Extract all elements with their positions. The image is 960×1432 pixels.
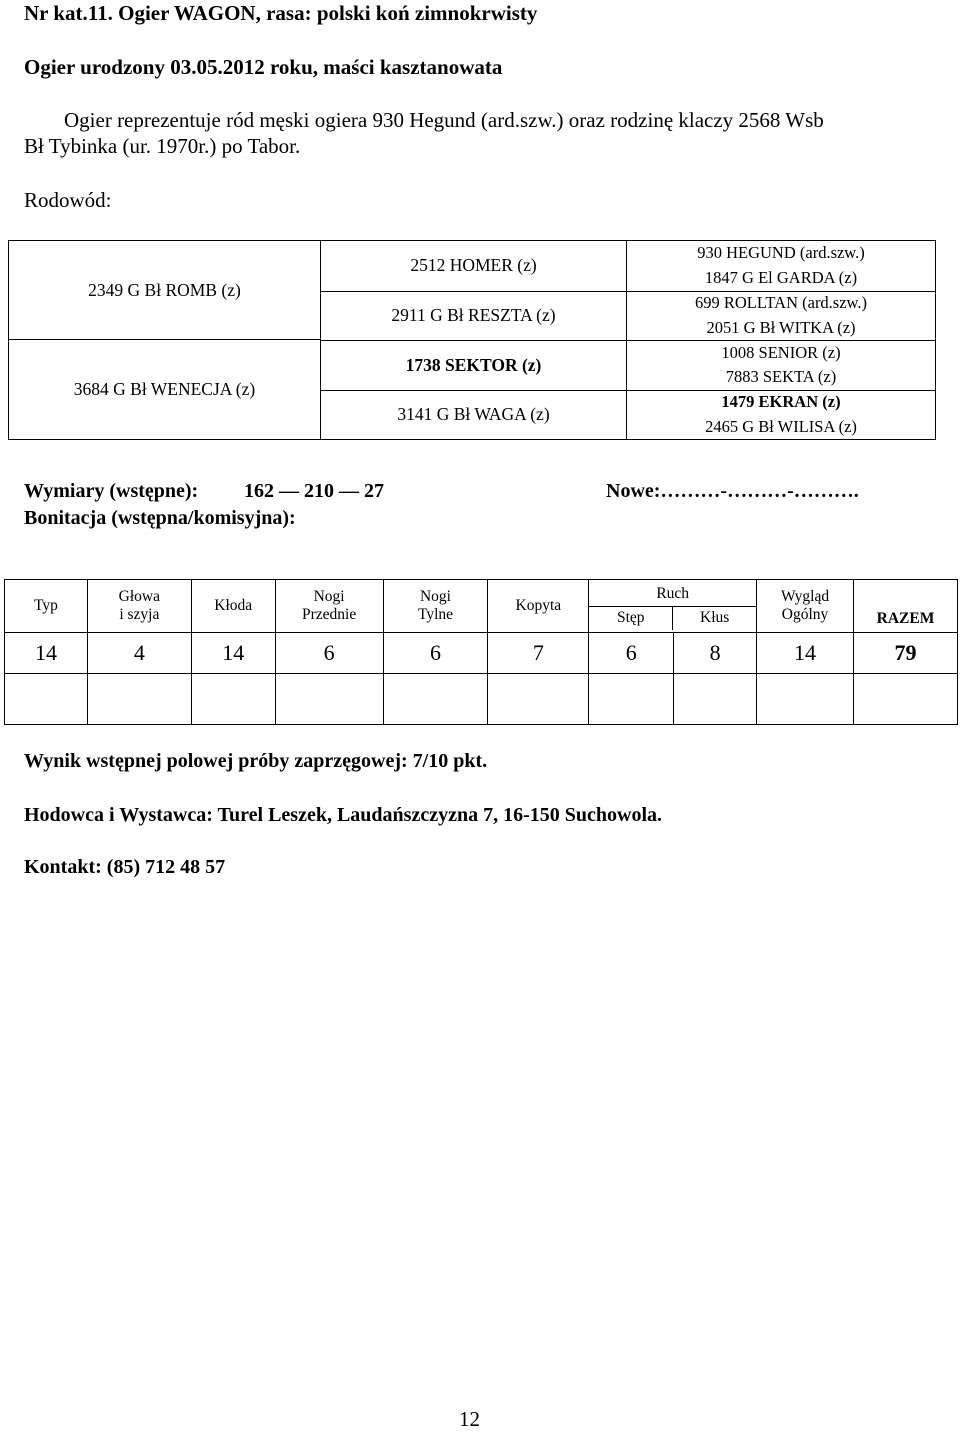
empty-cell: [275, 674, 383, 725]
empty-cell: [488, 674, 589, 725]
page-number: 12: [459, 1407, 480, 1431]
pedigree-grandparent: 3141 G Bł WAGA (z): [321, 390, 626, 440]
pedigree-great-grandparent: 699 ROLLTAN (ard.szw.): [627, 291, 935, 316]
score-cell: 14: [5, 633, 88, 674]
pedigree-label: Rodowód:: [24, 188, 112, 212]
pedigree-parents: [9, 241, 321, 439]
breeder-line: Hodowca i Wystawca: Turel Leszek, Laudańszczyzna 7, 16-150 Suchowola.: [24, 804, 662, 826]
birth-info: Ogier urodzony 03.05.2012 roku, maści kasztanowata: [24, 55, 503, 79]
header-nogi-przednie: Nogi Przednie: [275, 580, 383, 633]
catalog-title: Nr kat.11. Ogier WAGON, rasa: polski koń zimnokrwisty: [24, 1, 538, 25]
pedigree-great-grandparent: 2051 G Bł WITKA (z): [706, 317, 856, 337]
header-ruch: Ruch Stęp Kłus: [589, 580, 757, 633]
lineage-line-2: Bł Tybinka (ur. 1970r.) po Tabor.: [24, 134, 301, 158]
empty-cell: [854, 674, 958, 725]
empty-cell: [674, 674, 757, 725]
pedigree-grandparent: 2512 HOMER (z): [410, 255, 537, 276]
pedigree-great-grandparent: 930 HEGUND (ard.szw.): [697, 243, 865, 263]
score-cell: 14: [757, 633, 854, 674]
bonitacja-label: Bonitacja (wstępna/komisyjna):: [24, 507, 296, 529]
score-table: [4, 579, 958, 725]
empty-cell: [589, 674, 674, 725]
empty-cell: [383, 674, 488, 725]
pedigree-great-grandparent: 2465 G Bł WILISA (z): [705, 416, 857, 436]
header-glowa: Głowa i szyja: [87, 580, 191, 633]
score-cell: 7: [488, 633, 589, 674]
score-header-row: [5, 580, 958, 633]
pedigree-great-grandparent: 1008 SENIOR (z): [627, 340, 935, 365]
empty-cell: [191, 674, 275, 725]
score-cell: 6: [589, 633, 674, 674]
empty-cell: [87, 674, 191, 725]
header-step: Stęp: [589, 607, 673, 631]
pedigree-great-grandparent: 1847 G El GARDA (z): [704, 268, 858, 288]
pedigree-grandparent: 2911 G Bł RESZTA (z): [321, 291, 626, 341]
score-cell: 4: [87, 633, 191, 674]
score-cell: 6: [275, 633, 383, 674]
empty-cell: [757, 674, 854, 725]
header-razem: RAZEM: [854, 580, 958, 633]
measurements-label: Wymiary (wstępne):: [24, 480, 199, 502]
pedigree-grandparents: [321, 241, 627, 439]
header-nogi-tylne: Nogi Tylne: [383, 580, 488, 633]
header-kloda: Kłoda: [191, 580, 275, 633]
pedigree-great-grandparent: 7883 SEKTA (z): [725, 367, 837, 387]
score-cell: 14: [191, 633, 275, 674]
result-line: Wynik wstępnej polowej próby zaprzęgowej: 7/10 pkt.: [24, 750, 488, 772]
header-kopyta: Kopyta: [488, 580, 589, 633]
measurements-values: 162 — 210 — 27: [244, 480, 384, 502]
score-cell: 8: [674, 633, 757, 674]
contact-line: Kontakt: (85) 712 48 57: [24, 856, 226, 878]
pedigree-sire: 2349 G Bł ROMB (z): [9, 241, 320, 340]
header-klus: Kłus: [700, 609, 730, 627]
header-typ: Typ: [5, 580, 88, 633]
pedigree-grandparent: 1738 SEKTOR (z): [321, 340, 626, 390]
pedigree-great-grandparent: 1479 EKRAN (z): [627, 390, 935, 415]
header-wyglad: Wygląd Ogólny: [757, 580, 854, 633]
score-total: 79: [854, 633, 958, 674]
lineage-line-1: Ogier reprezentuje ród męski ogiera 930 Hegund (ard.szw.) oraz rodzinę klaczy 2568 Wsb: [64, 108, 824, 132]
score-values-row: [5, 633, 958, 674]
new-measurements: Nowe:………-………-……….: [606, 480, 859, 502]
pedigree-table: [8, 240, 936, 440]
score-empty-row: [5, 674, 958, 725]
empty-cell: [5, 674, 88, 725]
score-cell: 6: [383, 633, 488, 674]
pedigree-dam: 3684 G Bł WENECJA (z): [73, 379, 256, 399]
pedigree-great-grandparents: [627, 241, 935, 439]
